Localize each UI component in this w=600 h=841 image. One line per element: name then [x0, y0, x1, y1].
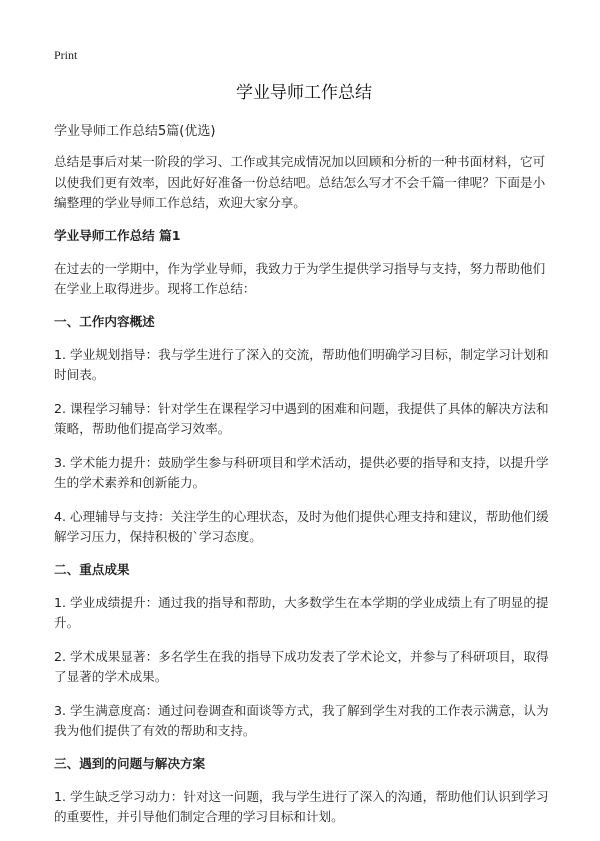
- list-item: 3. 学术能力提升：鼓励学生参与科研项目和学术活动，提供必要的指导和支持，以提升学生的学术素养和创新能力。: [54, 454, 549, 490]
- section-intro-paragraph: 在过去的一学期中，作为学业导师，我致力于为学生提供学习指导与支持，努力帮助他们在学业上取得进步。现将工作总结：: [54, 260, 546, 296]
- section-heading: 学业导师工作总结 篇1: [54, 227, 181, 243]
- list-item: 1. 学业规划指导：我与学生进行了深入的交流，帮助他们明确学习目标，制定学习计划和时间表。: [54, 346, 549, 382]
- page-title: 学业导师工作总结: [236, 83, 372, 103]
- list-item: 1. 学业成绩提升：通过我的指导和帮助，大多数学生在本学期的学业成绩上有了明显的提升。: [54, 594, 549, 630]
- document-body: [54, 78, 554, 841]
- list-item: 3. 学生满意度高：通过问卷调查和面谈等方式，我了解到学生对我的工作表示满意，认为我为他们提供了有效的帮助和支持。: [54, 702, 549, 738]
- list-item: 2. 学术成果显著：多名学生在我的指导下成功发表了学术论文，并参与了科研项目，取得了显著的学术成果。: [54, 648, 549, 684]
- part-heading-work-overview: 一、工作内容概述: [54, 313, 155, 329]
- list-item: 4. 心理辅导与支持：关注学生的心理状态，及时为他们提供心理支持和建议，帮助他们缓解学习压力，保持积极的`学习态度。: [54, 508, 549, 544]
- list-item: 2. 课程学习辅导：针对学生在课程学习中遇到的困难和问题，我提供了具体的解决方法和策略，帮助他们提高学习效率。: [54, 400, 549, 436]
- part-heading-key-results: 二、重点成果: [54, 561, 130, 577]
- document-subtitle: 学业导师工作总结5篇(优选): [54, 124, 216, 139]
- print-link[interactable]: Print: [54, 48, 78, 62]
- intro-paragraph: 总结是事后对某一阶段的学习、工作或其完成情况加以回顾和分析的一种书面材料，它可以使我们更有效率，因此好好准备一份总结吧。总结怎么写才不会千篇一律呢？下面是小编整理的学业导师工作总结，欢迎大家分享。: [54, 154, 546, 210]
- part-heading-problems-solutions: 三、遇到的问题与解决方案: [54, 755, 206, 771]
- list-item: 1. 学生缺乏学习动力：针对这一问题，我与学生进行了深入的沟通，帮助他们认识到学习的重要性，并引导他们制定合理的学习目标和计划。: [54, 788, 549, 824]
